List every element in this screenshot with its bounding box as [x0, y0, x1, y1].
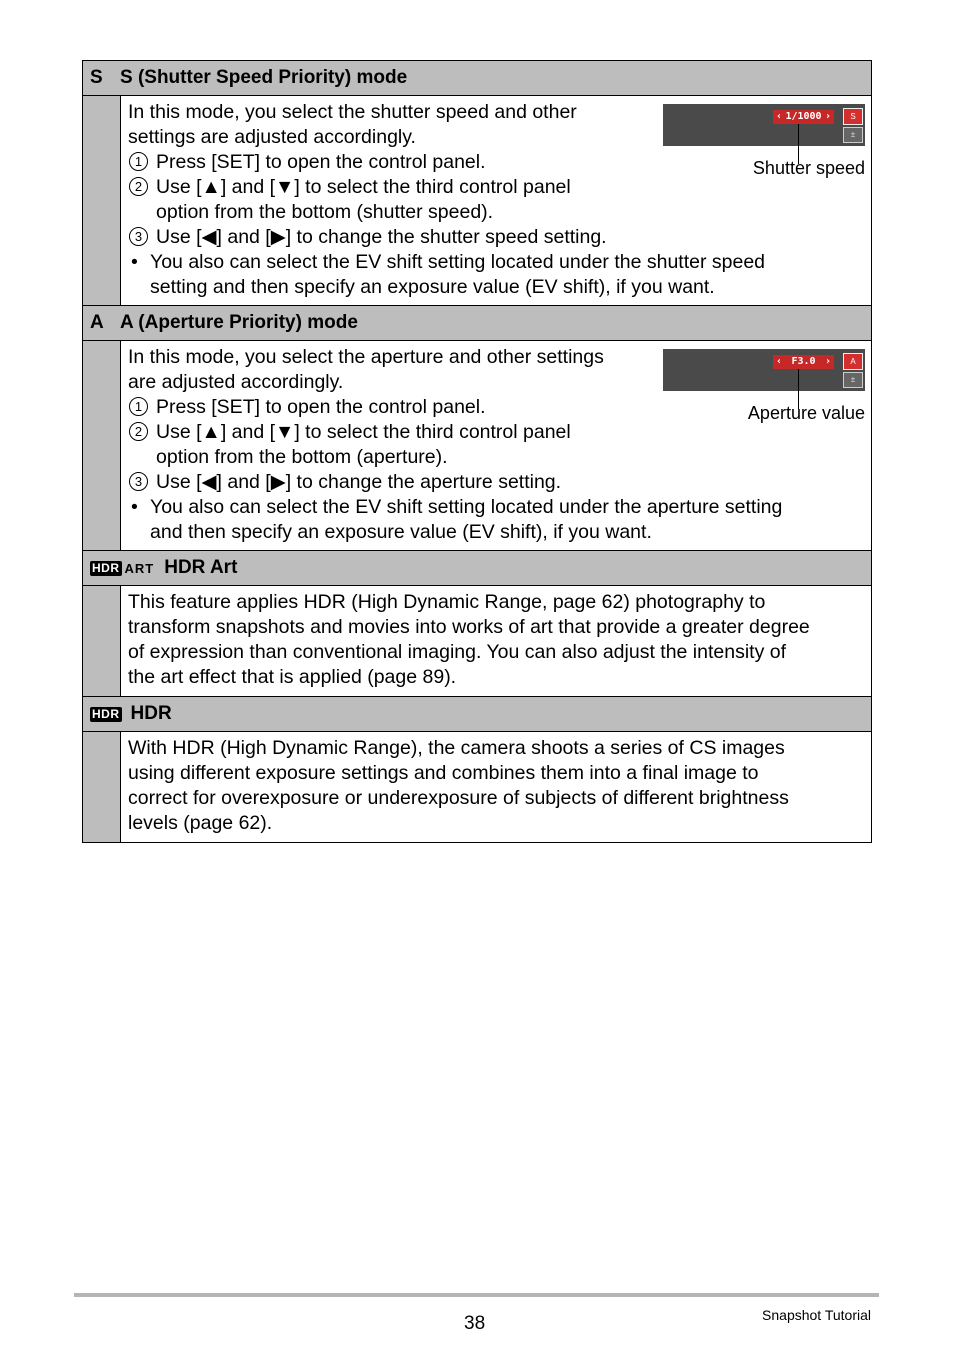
control-panel-screenshot: [663, 349, 865, 391]
section-footer-label: Snapshot Tutorial: [762, 1307, 871, 1323]
body-line: using different exposure settings and combines them into a final image to: [128, 762, 759, 784]
hdr-icon: HDR: [92, 706, 120, 721]
step-2: 2 Use [▲] and [▼] to select the third control panel: [128, 420, 863, 445]
s-mode-icon: S: [90, 67, 103, 88]
step-1: 1 Press [SET] to open the control panel.: [128, 395, 863, 420]
section-header-shutter: [83, 61, 871, 96]
note-bullet: • You also can select the EV shift setting located under the aperture setting and then specify an exposure value (EV shift), if you want.: [131, 496, 783, 543]
body-line: With HDR (High Dynamic Range), the camera shoots a series of CS images: [128, 737, 785, 759]
ev-shift-icon: ±: [843, 127, 863, 143]
section-title: HDR Art: [164, 557, 238, 578]
section-title: HDR: [130, 703, 172, 724]
callout-label: Shutter speed: [752, 158, 865, 178]
mode-table: [82, 60, 872, 843]
body-line: transform snapshots and movies into works of art that provide a greater degree: [128, 616, 810, 638]
intro-line: are adjusted accordingly.: [128, 371, 344, 393]
section-header-hdr-art: [83, 551, 871, 586]
body-line: the art effect that is applied (page 89).: [128, 666, 457, 688]
intro-line: In this mode, you select the aperture and other settings: [128, 346, 604, 368]
section-body-aperture: [83, 341, 871, 551]
mode-icon: A: [843, 353, 863, 370]
section-title: A (Aperture Priority) mode: [120, 312, 358, 333]
step-3: 3 Use [◀] and [▶] to change the aperture setting.: [128, 470, 863, 495]
body-line: This feature applies HDR (High Dynamic Range, page 62) photography to: [128, 591, 766, 613]
section-body-hdr-art: [83, 586, 871, 697]
step-1: 1 Press [SET] to open the control panel.: [128, 150, 863, 175]
control-panel-screenshot: [663, 104, 865, 146]
ev-shift-icon: ±: [843, 372, 863, 388]
body-line: of expression than conventional imaging. You can also adjust the intensity of: [128, 641, 787, 663]
page-number: 38: [464, 1313, 486, 1334]
section-title: S (Shutter Speed Priority) mode: [120, 67, 408, 88]
footer-rule: [74, 1293, 879, 1297]
section-header-hdr: [83, 697, 871, 732]
step-2-continued: option from the bottom (shutter speed).: [156, 201, 494, 223]
mode-icon: S: [843, 108, 863, 125]
section-header-aperture: [83, 306, 871, 341]
callout-label: Aperture value: [747, 403, 865, 423]
section-body-shutter: [83, 96, 871, 306]
shutter-speed-selector: ‹ 1/1000 ›: [773, 110, 834, 124]
body-line: levels (page 62).: [128, 812, 273, 834]
note-bullet: • You also can select the EV shift setting located under the shutter speed setting and then specify an exposure value (EV shift), if you want.: [131, 251, 766, 298]
step-3: 3 Use [◀] and [▶] to change the shutter speed setting.: [128, 225, 863, 250]
section-body-hdr: [83, 732, 871, 842]
aperture-selector: ‹ F3.0 ›: [773, 355, 834, 369]
intro-line: settings are adjusted accordingly.: [128, 126, 416, 148]
a-mode-icon: A: [90, 312, 104, 333]
intro-line: In this mode, you select the shutter speed and other: [128, 101, 577, 123]
step-2: 2 Use [▲] and [▼] to select the third control panel: [128, 175, 863, 200]
body-line: correct for overexposure or underexposure of subjects of different brightness: [128, 787, 789, 809]
hdr-art-icon: HDR ART: [92, 560, 155, 576]
step-2-continued: option from the bottom (aperture).: [156, 446, 448, 468]
